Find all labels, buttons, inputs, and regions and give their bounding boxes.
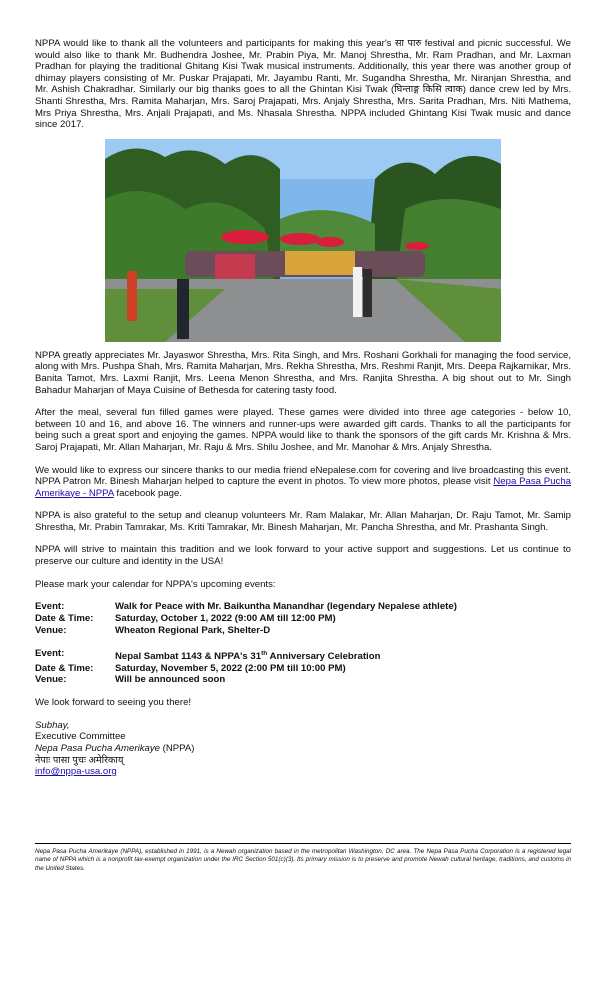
event-date: Saturday, November 5, 2022 (2:00 PM till 10:00 PM)	[115, 662, 346, 674]
event-label: Event:	[35, 647, 65, 659]
event-anniversary	[35, 648, 571, 687]
signature-block	[35, 720, 571, 778]
games-paragraph: After the meal, several fun filled games were played. These games were divided into three age categories - below 10, between 10 and 16, and above 16. The winners and runner-ups were awarded gift cards. Thanks to all the participants for being such a great sport and enjoying the games. NPPA would like to thank the sponsors of the gift cards Mr. Krishna & Mrs. Saroj Prajapati, Mr. Allan Maharjan, Mr. Raju & Mrs. Shilu Joshee, and Mr. Manohar & Mrs. Anjaly Shrestha.	[35, 407, 571, 453]
event-title: Nepal Sambat 1143 & NPPA's 31th Anniversary Celebration	[115, 649, 381, 662]
closing-line: We look forward to seeing you there!	[35, 697, 192, 709]
setup-paragraph: NPPA is also grateful to the setup and cleanup volunteers Mr. Ram Malakar, Mr. Allan Maharjan, Dr. Raju Tamot, Mr. Samip Shrestha, Mr. Prabin Tamrakar, Ms. Kriti Tamrakar, Mr. Binesh Maharjan, Mr. Pancha Shrestha, and Mr. Prashanta Singh.	[35, 510, 571, 533]
event-date: Saturday, October 1, 2022 (9:00 AM till 12:00 PM)	[115, 613, 336, 625]
event-label: Event:	[35, 601, 65, 613]
thanks-paragraph: NPPA would like to thank all the volunteers and participants for making this year's सा पारु festival and picnic successful. We would also like to thank Mr. Budhendra Joshee, Mr. Prabin Piya, Mr. Manoj Shrestha, Mr. Ram Pradhan, and Mr. Laxman Pradhan for playing the traditional Ghitang Kisi Twak musical instruments. Additionally, this year there was another group of dhimay players consisting of Mr. Puskar Prajapati, Mr. Jayambu Ranti, Mr. Sugandha Shrestha, Mr. Niranjan Shrestha, and Mr. Ashish Chakradhar. Similarly our big thanks goes to all the Ghintan Kisi Twak (घिन्ताङ्ग किसि त्वाक) dance crew led by Mrs. Shanti Shrestha, Mrs. Ramita Maharjan, Mrs. Saroj Prajapati, Mrs. Anjaly Shrestha, Mrs. Sarita Pradhan, Mrs. Niti Mathema, Mrs Priya Shrestha, Mrs. Anjali Prajapati, and Ms. Nhasala Shrestha. NPPA included Ghintang Kisi Twak music and dance since 2017.	[35, 38, 571, 131]
media-paragraph	[35, 465, 571, 500]
letter-body	[35, 38, 571, 778]
facebook-page-link[interactable]: Nepa Pasa Pucha Amerikaye - NPPA	[35, 476, 571, 499]
calendar-paragraph: Please mark your calendar for NPPA's upcoming events:	[35, 578, 276, 590]
date-label: Date & Time:	[35, 662, 94, 674]
strive-paragraph: NPPA will strive to maintain this tradition and we look forward to your active support and suggestions. Let us continue to preserve our culture and identity in the USA!	[35, 544, 571, 568]
footer-text: Nepa Pasa Pucha Amerikaye (NPPA), established in 1991, is a Newah organization based in the metropolitan Washington, DC area. The Nepa Pasa Pucha Corporation is a registered legal name of NPPA which is a nonprofit tax-exempt organization under the IRC Section 501(c)(3). Its primary mission is to preserve and promote Newah cultural heritage, traditions, and customs in the United States.	[35, 848, 571, 872]
date-label: Date & Time:	[35, 613, 94, 625]
event-title: Walk for Peace with Mr. Baikuntha Manandhar (legendary Nepalese athlete)	[115, 601, 457, 613]
signature-committee: Executive Committee	[35, 731, 126, 743]
signature-org: Nepa Pasa Pucha Amerikaye (NPPA)	[35, 743, 195, 754]
footer	[35, 843, 571, 873]
email-link[interactable]: info@nppa-usa.org	[35, 766, 117, 778]
event-venue: Will be announced soon	[115, 674, 226, 686]
event-venue: Wheaton Regional Park, Shelter-D	[115, 624, 271, 636]
event-walk-for-peace	[35, 601, 571, 636]
signature-org-native: नेपाः पासा पुचः अमेरिकाय्	[35, 754, 124, 766]
signature-greeting: Subhay,	[35, 719, 70, 731]
media-text-end: facebook page.	[113, 487, 183, 499]
festival-photo	[105, 139, 501, 342]
media-text: We would like to express our sincere thanks to our media friend eNepalese.com for covering and live broadcasting this event. NPPA Patron Mr. Binesh Maharjan helped to capture the event in photos. To view more photos, please visit	[35, 464, 571, 488]
venue-label: Venue:	[35, 674, 67, 686]
venue-label: Venue:	[35, 624, 67, 636]
food-paragraph: NPPA greatly appreciates Mr. Jayaswor Shrestha, Mrs. Rita Singh, and Mrs. Roshani Gorkhali for managing the food service, along with Mrs. Pushpa Shah, Mrs. Ramita Maharjan, Mrs. Rekha Shrestha, Mrs. Reshmi Ranjit, Mrs. Deepa Rajkarnikar, Mrs. Banita Tamot, Mrs. Laxmi Ranjit, Mrs. Leena Menon Shrestha, and Mrs. Ranjita Shrestha. A big shout out to Mr. Singh Bahadur Maharjan of Maya Cuisine of Bethesda for catering tasty food.	[35, 349, 571, 396]
